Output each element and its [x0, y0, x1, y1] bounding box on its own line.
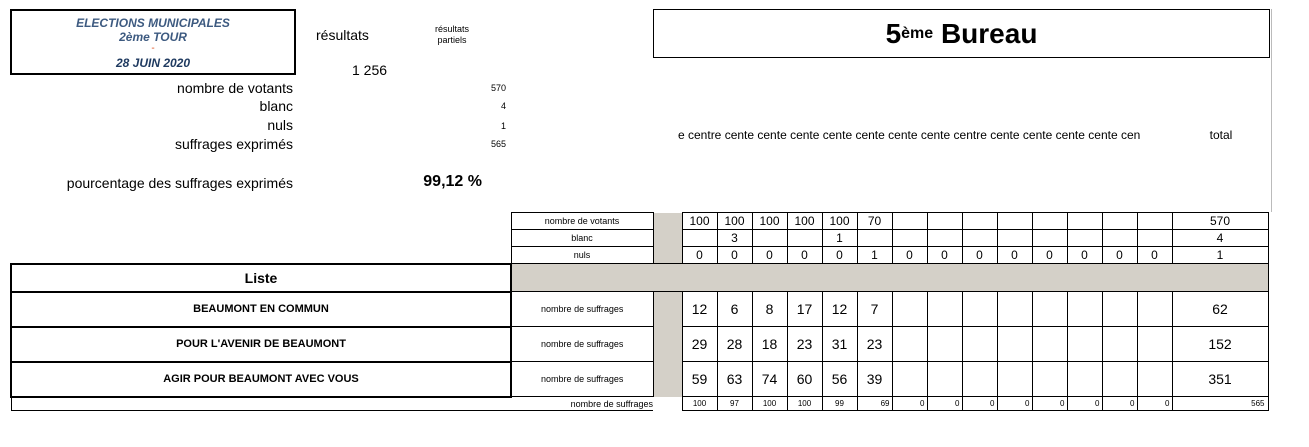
count-cell: [962, 213, 997, 230]
count-cell: [1102, 230, 1137, 247]
sum-cell: 99: [822, 397, 857, 411]
count-cell: 0: [1067, 247, 1102, 264]
count-cell: 1: [857, 247, 892, 264]
bureau-suffix: ème: [901, 24, 934, 42]
vote-cell: 56: [822, 362, 857, 397]
count-cell: 0: [717, 247, 752, 264]
count-cell: 0: [787, 247, 822, 264]
sum-cell: 0: [1032, 397, 1067, 411]
count-cell: 100: [752, 213, 787, 230]
row-label: blanc: [511, 230, 653, 247]
vote-cell: [962, 292, 997, 327]
partial-results-label: [424, 24, 480, 46]
vote-cell: 28: [717, 327, 752, 362]
count-cell: 0: [892, 247, 927, 264]
count-cell: [1067, 213, 1102, 230]
count-cell: [1137, 213, 1172, 230]
sum-cell: 0: [962, 397, 997, 411]
spacer-cell: [11, 230, 511, 247]
vote-cell: 29: [682, 327, 717, 362]
bureau-name: Bureau: [940, 17, 1038, 49]
vote-cell: [1137, 362, 1172, 397]
row-label: nombre de suffrages: [511, 292, 653, 327]
vote-cell: [892, 362, 927, 397]
vote-cell: [997, 362, 1032, 397]
spacer-cell: [11, 247, 511, 264]
vote-cell: [1102, 292, 1137, 327]
list-name: POUR L'AVENIR DE BEAUMONT: [11, 327, 511, 362]
count-cell: 0: [1102, 247, 1137, 264]
vote-cell: [1137, 327, 1172, 362]
vote-cell: [1102, 327, 1137, 362]
sum-cell: 0: [927, 397, 962, 411]
vote-cell: [1067, 292, 1102, 327]
bottom-label: nombre de suffrages: [11, 397, 653, 411]
gray-gutter: [653, 292, 682, 327]
count-cell: [787, 230, 822, 247]
count-cell: 100: [682, 213, 717, 230]
liste-header: Liste: [11, 264, 511, 292]
vote-cell: [962, 362, 997, 397]
spacer-cell: [11, 213, 511, 230]
summary-label-exprimes: suffrages exprimés: [174, 136, 293, 152]
header-dash: -: [151, 43, 155, 54]
vote-cell: 12: [822, 292, 857, 327]
centre-headers: e centre cente cente cente cente cente cente cente centre cente cente cente cente cen: [678, 128, 1141, 142]
results-grid: [10, 212, 1269, 411]
vote-cell: 59: [682, 362, 717, 397]
row-label: nombre de suffrages: [511, 327, 653, 362]
row-label: nuls: [511, 247, 653, 264]
vote-cell: 63: [717, 362, 752, 397]
sum-cell: 0: [1067, 397, 1102, 411]
sum-cell: 0: [892, 397, 927, 411]
summary-label-blanc: blanc: [259, 98, 293, 114]
list-name: AGIR POUR BEAUMONT AVEC VOUS: [11, 362, 511, 397]
summary-value-exprimes: 565: [490, 139, 506, 149]
vote-cell: [1067, 362, 1102, 397]
count-cell: 100: [787, 213, 822, 230]
count-cell: [857, 230, 892, 247]
summary-value-votants: 570: [490, 83, 506, 93]
count-cell: 1: [822, 230, 857, 247]
count-cell: 70: [857, 213, 892, 230]
count-cell: 3: [717, 230, 752, 247]
count-cell: 0: [1032, 247, 1067, 264]
gray-gutter: [653, 362, 682, 397]
vote-cell: 31: [822, 327, 857, 362]
vote-cell: 12: [682, 292, 717, 327]
partial-label-1: résultats: [434, 24, 469, 34]
gray-gutter: [653, 327, 682, 362]
count-cell: [997, 230, 1032, 247]
vote-cell: [1067, 327, 1102, 362]
gray-band: [511, 264, 1268, 292]
sum-cell: 0: [1102, 397, 1137, 411]
count-cell: 0: [962, 247, 997, 264]
count-cell: 0: [997, 247, 1032, 264]
count-cell: 0: [1137, 247, 1172, 264]
count-cell: [1067, 230, 1102, 247]
vote-cell: 17: [787, 292, 822, 327]
sum-cell: 100: [682, 397, 717, 411]
count-cell: [1032, 230, 1067, 247]
vote-cell: 18: [752, 327, 787, 362]
count-cell: 0: [682, 247, 717, 264]
count-cell: [927, 230, 962, 247]
bureau-number: 5: [885, 17, 902, 49]
election-header: [10, 9, 296, 75]
list-name: BEAUMONT EN COMMUN: [11, 292, 511, 327]
total-cell: 4: [1172, 230, 1268, 247]
bureau-title: [653, 9, 1270, 58]
total-header: total: [1209, 128, 1233, 142]
sum-cell: 0: [1137, 397, 1172, 411]
row-label: nombre de votants: [511, 213, 653, 230]
vote-cell: 23: [787, 327, 822, 362]
total-cell: 351: [1172, 362, 1268, 397]
total-cell: 152: [1172, 327, 1268, 362]
vote-cell: 39: [857, 362, 892, 397]
vote-cell: [1137, 292, 1172, 327]
vote-cell: [927, 327, 962, 362]
percentage-label: pourcentage des suffrages exprimés: [66, 175, 293, 191]
row-label: nombre de suffrages: [511, 362, 653, 397]
vote-cell: [892, 327, 927, 362]
summary-value-blanc: 4: [500, 101, 506, 111]
vote-cell: 6: [717, 292, 752, 327]
vote-cell: [927, 362, 962, 397]
count-cell: [1102, 213, 1137, 230]
vote-cell: [927, 292, 962, 327]
count-cell: 0: [927, 247, 962, 264]
vote-cell: 7: [857, 292, 892, 327]
total-cell: 1: [1172, 247, 1268, 264]
sum-cell: 100: [787, 397, 822, 411]
count-cell: [962, 230, 997, 247]
vote-cell: 8: [752, 292, 787, 327]
vote-cell: [892, 292, 927, 327]
gray-gutter: [653, 247, 682, 264]
count-cell: [997, 213, 1032, 230]
sum-cell: 0: [997, 397, 1032, 411]
count-cell: [752, 230, 787, 247]
vote-cell: [962, 327, 997, 362]
count-cell: [682, 230, 717, 247]
count-cell: 100: [822, 213, 857, 230]
sum-cell: 69: [857, 397, 892, 411]
election-date: 28 JUIN 2020: [115, 56, 191, 70]
vote-cell: [1102, 362, 1137, 397]
sum-cell: 97: [717, 397, 752, 411]
count-cell: 0: [822, 247, 857, 264]
sum-cell: 100: [752, 397, 787, 411]
count-cell: 100: [717, 213, 752, 230]
vote-cell: [1032, 292, 1067, 327]
vote-cell: 23: [857, 327, 892, 362]
registered-count: 1 256: [352, 62, 388, 78]
total-cell: 565: [1172, 397, 1268, 411]
count-cell: [1032, 213, 1067, 230]
percentage-value: 99,12 %: [423, 173, 482, 190]
vote-cell: [997, 327, 1032, 362]
spacer-cell: [653, 397, 682, 411]
summary-value-nuls: 1: [500, 121, 506, 131]
count-cell: [892, 230, 927, 247]
count-cell: [1137, 230, 1172, 247]
election-title: ELECTIONS MUNICIPALES: [76, 16, 230, 30]
gray-gutter: [653, 213, 682, 230]
vote-cell: 74: [752, 362, 787, 397]
vote-cell: 60: [787, 362, 822, 397]
summary-label-votants: nombre de votants: [177, 80, 293, 96]
gray-gutter: [653, 230, 682, 247]
vote-cell: [997, 292, 1032, 327]
partial-label-2: partiels: [437, 35, 467, 45]
summary-label-nuls: nuls: [267, 117, 293, 133]
count-cell: [892, 213, 927, 230]
total-cell: 62: [1172, 292, 1268, 327]
results-label: résultats: [316, 27, 369, 43]
count-cell: [927, 213, 962, 230]
election-round: 2ème TOUR: [119, 30, 187, 44]
total-cell: 570: [1172, 213, 1268, 230]
vote-cell: [1032, 362, 1067, 397]
vote-cell: [1032, 327, 1067, 362]
count-cell: 0: [752, 247, 787, 264]
